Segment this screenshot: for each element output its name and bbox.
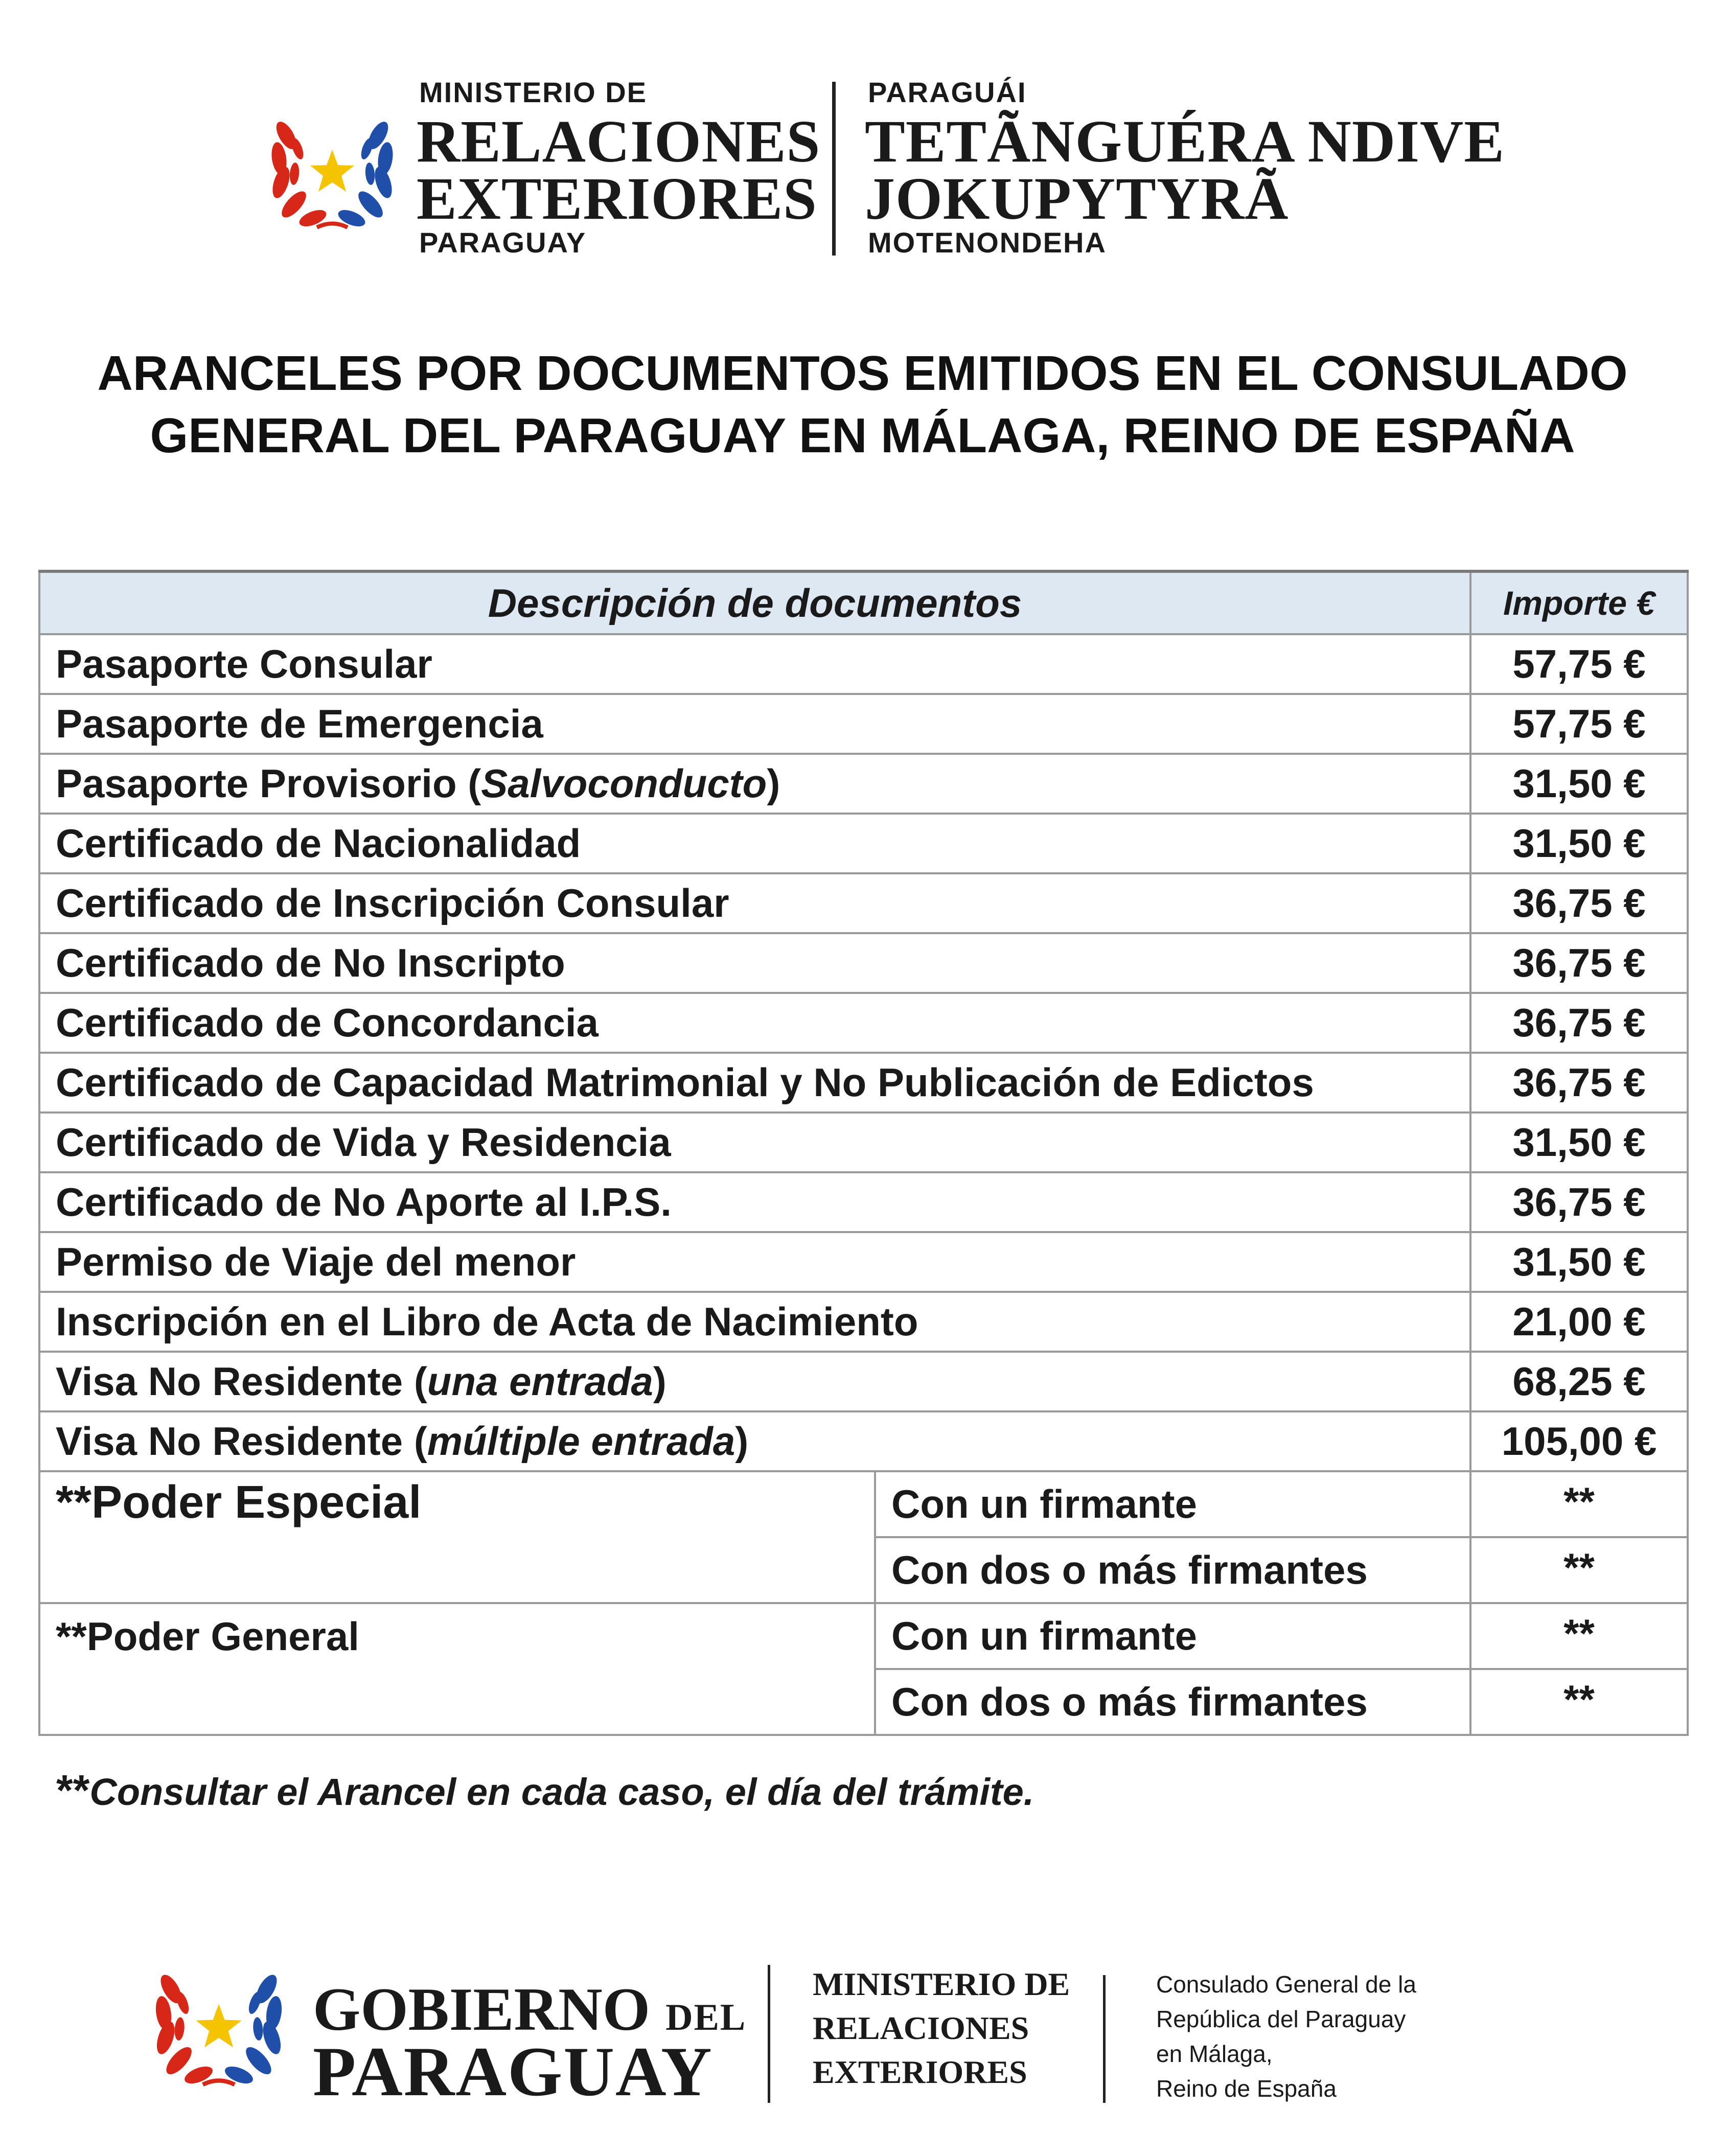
row-description: Inscripción en el Libro de Acta de Nacimiento xyxy=(39,1292,1470,1352)
row-description: Visa No Residente (múltiple entrada) xyxy=(39,1411,1470,1471)
fees-table xyxy=(38,570,1689,1736)
table-row xyxy=(39,754,1688,814)
row-amount: 31,50 € xyxy=(1470,814,1688,873)
table-row xyxy=(39,1112,1688,1172)
paraguay-seal-icon xyxy=(266,105,399,238)
row-amount: 105,00 € xyxy=(1470,1411,1688,1471)
header-divider xyxy=(832,82,836,256)
row-amount: 36,75 € xyxy=(1470,1053,1688,1112)
footer-divider-2 xyxy=(1103,1975,1106,2103)
footnote xyxy=(56,1766,1034,1815)
header-left-line2: RELACIONES xyxy=(417,108,821,175)
footer-gobierno: GOBIERNO DEL xyxy=(313,1975,747,2043)
poder-option-label: Con dos o más firmantes xyxy=(875,1669,1470,1735)
row-description: Permiso de Viaje del menor xyxy=(39,1232,1470,1292)
poder-option-amount: ** xyxy=(1470,1669,1688,1735)
row-description: Pasaporte de Emergencia xyxy=(39,694,1470,754)
header-left-line1: MINISTERIO DE xyxy=(419,76,648,108)
row-description: Certificado de Concordancia xyxy=(39,993,1470,1053)
footer-ministerio-line3: EXTERIORES xyxy=(813,2054,1027,2090)
footer-consulado-line3: en Málaga, xyxy=(1156,2041,1273,2067)
row-description: Certificado de Nacionalidad xyxy=(39,814,1470,873)
table-row xyxy=(39,814,1688,873)
footer-paraguay: PARAGUAY xyxy=(313,2032,713,2111)
footer-divider-1 xyxy=(768,1965,770,2103)
row-description: Pasaporte Consular xyxy=(39,634,1470,694)
poder-option-amount: ** xyxy=(1470,1537,1688,1603)
row-amount: 31,50 € xyxy=(1470,1112,1688,1172)
header-right-line1: PARAGUÁI xyxy=(868,76,1027,108)
title-line-1: ARANCELES POR DOCUMENTOS EMITIDOS EN EL CONSULADO xyxy=(97,346,1628,401)
footer xyxy=(0,1932,1725,2136)
paraguay-seal-icon xyxy=(150,1957,288,2095)
header-left-line3: EXTERIORES xyxy=(417,165,817,232)
header-left-line4: PARAGUAY xyxy=(419,226,587,259)
row-amount: 57,75 € xyxy=(1470,634,1688,694)
footer-consulado-line2: República del Paraguay xyxy=(1156,2006,1406,2032)
footer-consulado-line1: Consulado General de la xyxy=(1156,1971,1416,1998)
header-description: Descripción de documentos xyxy=(39,571,1470,634)
footer-ministerio-line1: MINISTERIO DE xyxy=(813,1966,1070,2002)
row-description: Visa No Residente (una entrada) xyxy=(39,1352,1470,1411)
table-row-poder-general xyxy=(39,1603,1688,1669)
table-row xyxy=(39,993,1688,1053)
table-row xyxy=(39,1352,1688,1411)
page-title xyxy=(31,342,1694,467)
table-row xyxy=(39,1053,1688,1112)
poder-especial-label: **Poder Especial xyxy=(39,1471,875,1603)
row-description: Certificado de No Inscripto xyxy=(39,933,1470,993)
poder-option-label: Con un firmante xyxy=(875,1471,1470,1537)
row-amount: 36,75 € xyxy=(1470,993,1688,1053)
row-amount: 31,50 € xyxy=(1470,1232,1688,1292)
header-amount: Importe € xyxy=(1470,571,1688,634)
row-amount: 21,00 € xyxy=(1470,1292,1688,1352)
row-amount: 36,75 € xyxy=(1470,933,1688,993)
row-amount: 68,25 € xyxy=(1470,1352,1688,1411)
table-row xyxy=(39,634,1688,694)
row-description: Certificado de Vida y Residencia xyxy=(39,1112,1470,1172)
row-amount: 31,50 € xyxy=(1470,754,1688,814)
header-right-line2: TETÃNGUÉRA NDIVE xyxy=(865,108,1505,175)
footnote-text: Consultar el Arancel en cada caso, el día del trámite. xyxy=(89,1771,1034,1813)
table-row xyxy=(39,873,1688,933)
header-right-line4: MOTENONDEHA xyxy=(868,226,1107,259)
poder-option-label: Con dos o más firmantes xyxy=(875,1537,1470,1603)
poder-general-label: **Poder General xyxy=(39,1603,875,1735)
table-header-row xyxy=(39,571,1688,634)
table-row xyxy=(39,1172,1688,1232)
footnote-stars: ** xyxy=(56,1766,90,1814)
table-row xyxy=(39,1411,1688,1471)
row-amount: 57,75 € xyxy=(1470,694,1688,754)
footer-consulado-line4: Reino de España xyxy=(1156,2075,1337,2102)
row-description: Certificado de Inscripción Consular xyxy=(39,873,1470,933)
row-amount: 36,75 € xyxy=(1470,1172,1688,1232)
row-amount: 36,75 € xyxy=(1470,873,1688,933)
table-row xyxy=(39,1232,1688,1292)
poder-option-amount: ** xyxy=(1470,1471,1688,1537)
poder-option-label: Con un firmante xyxy=(875,1603,1470,1669)
footer-ministerio-line2: RELACIONES xyxy=(813,2010,1029,2046)
header-right-line3: JOKUPYTYRÃ xyxy=(865,165,1289,232)
poder-option-amount: ** xyxy=(1470,1603,1688,1669)
row-description: Certificado de No Aporte al I.P.S. xyxy=(39,1172,1470,1232)
table-row xyxy=(39,933,1688,993)
row-description: Pasaporte Provisorio (Salvoconducto) xyxy=(39,754,1470,814)
title-line-2: GENERAL DEL PARAGUAY EN MÁLAGA, REINO DE ESPAÑA xyxy=(150,408,1575,463)
row-description: Certificado de Capacidad Matrimonial y No Publicación de Edictos xyxy=(39,1053,1470,1112)
table-row xyxy=(39,1292,1688,1352)
top-header xyxy=(0,0,1725,286)
table-row xyxy=(39,694,1688,754)
table-row-poder-especial xyxy=(39,1471,1688,1537)
